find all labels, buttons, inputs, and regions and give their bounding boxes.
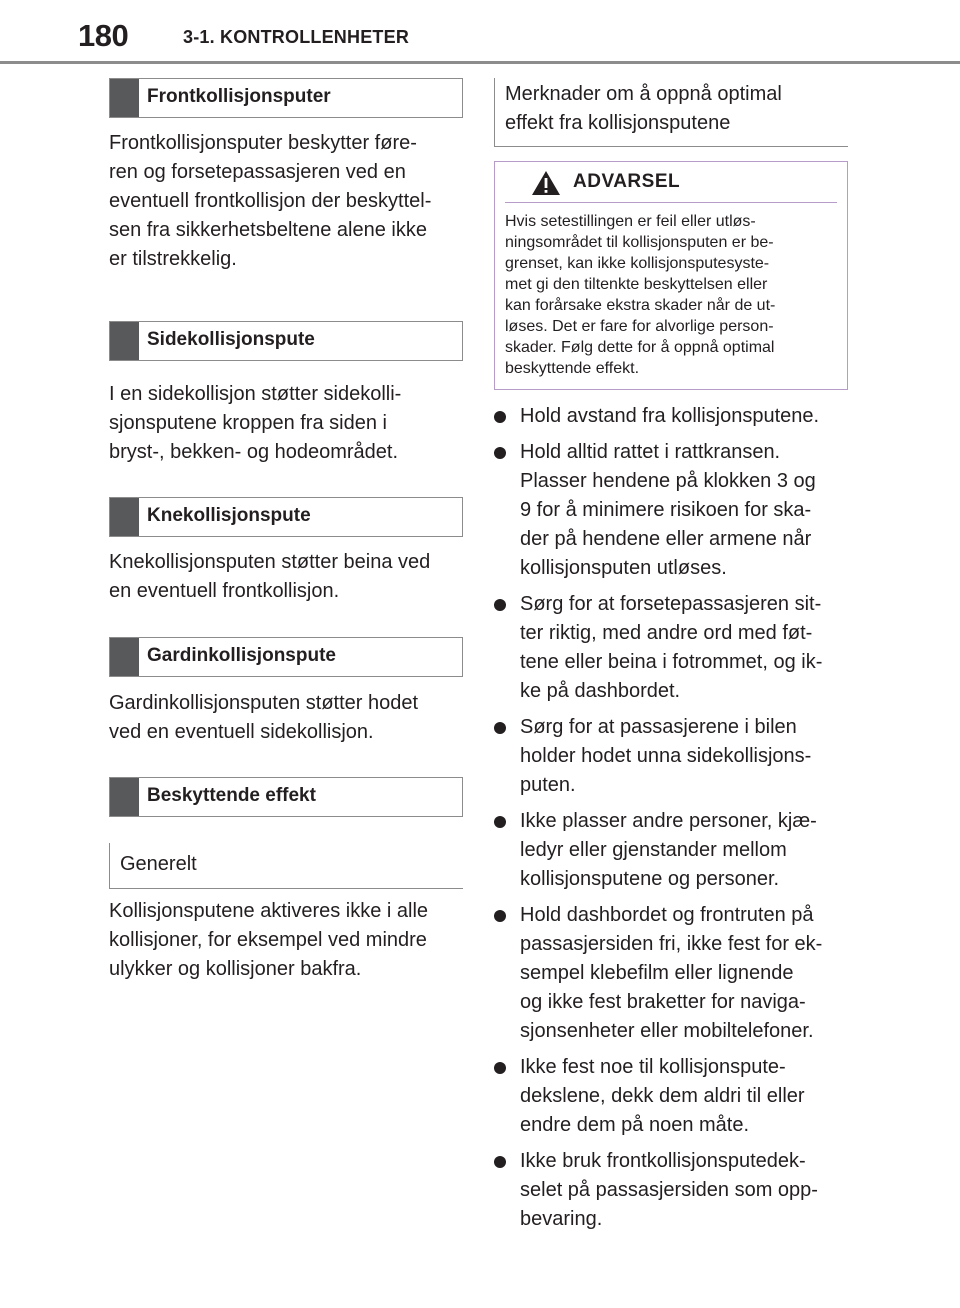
heading-marker	[110, 778, 139, 816]
subheading-title: Merknader om å oppnå optimal effekt fra kollisjonsputene	[505, 83, 782, 134]
paragraph-generelt: Kollisjonsputene aktiveres ikke i alle kollisjoner, for eksempel ved mindre ulykker og kollisjoner bakfra.	[109, 900, 429, 980]
heading-marker	[110, 322, 139, 360]
bullet-dot-icon	[494, 1062, 506, 1074]
heading-marker	[110, 79, 139, 117]
heading-frontkollisjonsputer	[109, 78, 463, 118]
paragraph-knekollisjonspute: Knekollisjonsputen støtter beina ved en eventuell frontkollisjon.	[109, 551, 431, 602]
bullet-dot-icon	[494, 599, 506, 611]
warning-text: Hvis setestillingen er feil eller utløs- ningsområdet til kollisjonsputen er be- grenset, kan ikke kollisjonsputesyste- met gi den tiltenkte beskyttelsen eller kan forårsake ekstra skader når de ut- løses. Det er fare for alvorlige person- skader. Følg dette for å oppnå optimal beskyttende effekt.	[505, 213, 776, 377]
subheading-title: Generelt	[120, 853, 197, 875]
heading-title: Beskyttende effekt	[147, 785, 316, 806]
list-item: Ikke bruk frontkollisjonsputedek- selet på passasjersiden som opp- bevaring.	[494, 1147, 848, 1234]
warning-title: ADVARSEL	[573, 171, 681, 192]
list-item: Hold dashbordet og frontruten på passasjersiden fri, ikke fest for ek- sempel klebefilm eller lignende og ikke fest braketter for naviga- sjonsenheter eller mobiltelefoner.	[494, 901, 848, 1046]
bullet-dot-icon	[494, 447, 506, 459]
heading-sidekollisjonspute	[109, 321, 463, 361]
heading-marker	[110, 498, 139, 536]
list-item: Sørg for at forsetepassasjeren sit- ter riktig, med andre ord med føt- tene eller beina i fotrommet, og ik- ke på dashbordet.	[494, 590, 848, 706]
heading-beskyttende-effekt	[109, 777, 463, 817]
subheading-merknader	[494, 78, 848, 147]
header-divider	[0, 61, 960, 64]
warning-triangle-icon	[531, 170, 561, 196]
page-number: 180	[78, 18, 129, 53]
heading-title: Knekollisjonspute	[147, 505, 311, 526]
warning-header	[505, 162, 837, 203]
paragraph-gardinkollisjonspute: Gardinkollisjonsputen støtter hodet ved en eventuell sidekollisjon.	[109, 692, 419, 743]
heading-title: Gardinkollisjonspute	[147, 645, 336, 666]
heading-marker	[110, 638, 139, 676]
heading-title: Sidekollisjonspute	[147, 329, 315, 350]
heading-gardinkollisjonspute	[109, 637, 463, 677]
list-item: Sørg for at passasjerene i bilen holder hodet unna sidekollisjons- puten.	[494, 713, 848, 800]
paragraph-frontkollisjonsputer: Frontkollisjonsputer beskytter føre- ren og forsetepassasjeren ved en eventuell frontkollisjon der beskyttel- sen fra sikkerhetsbeltene alene ikke er tilstrekkelig.	[109, 132, 432, 270]
bullet-dot-icon	[494, 910, 506, 922]
bullet-dot-icon	[494, 411, 506, 423]
list-item: Ikke plasser andre personer, kjæ- ledyr eller gjenstander mellom kollisjonsputene og personer.	[494, 807, 848, 894]
bullet-list	[494, 402, 848, 1234]
bullet-dot-icon	[494, 816, 506, 828]
bullet-dot-icon	[494, 1156, 506, 1168]
right-column	[494, 78, 848, 1241]
heading-title: Frontkollisjonsputer	[147, 86, 331, 107]
paragraph-sidekollisjonspute: I en sidekollisjon støtter sidekolli- sjonsputene kroppen fra siden i bryst-, bekken- og hodeområdet.	[109, 383, 402, 463]
subheading-generelt	[109, 843, 463, 889]
left-column	[109, 78, 463, 984]
bullet-dot-icon	[494, 722, 506, 734]
heading-knekollisjonspute	[109, 497, 463, 537]
list-item: Hold alltid rattet i rattkransen. Plasser hendene på klokken 3 og 9 for å minimere risikoen for ska- der på hendene eller armene når kollisjonsputen utløses.	[494, 438, 848, 583]
list-item: Ikke fest noe til kollisjonspute- dekslene, dekk dem aldri til eller endre dem på noen måte.	[494, 1053, 848, 1140]
section-title: 3-1. KONTROLLENHETER	[183, 27, 410, 47]
warning-box	[494, 161, 848, 390]
list-item: Hold avstand fra kollisjonsputene.	[494, 402, 848, 431]
page-header	[0, 0, 960, 70]
